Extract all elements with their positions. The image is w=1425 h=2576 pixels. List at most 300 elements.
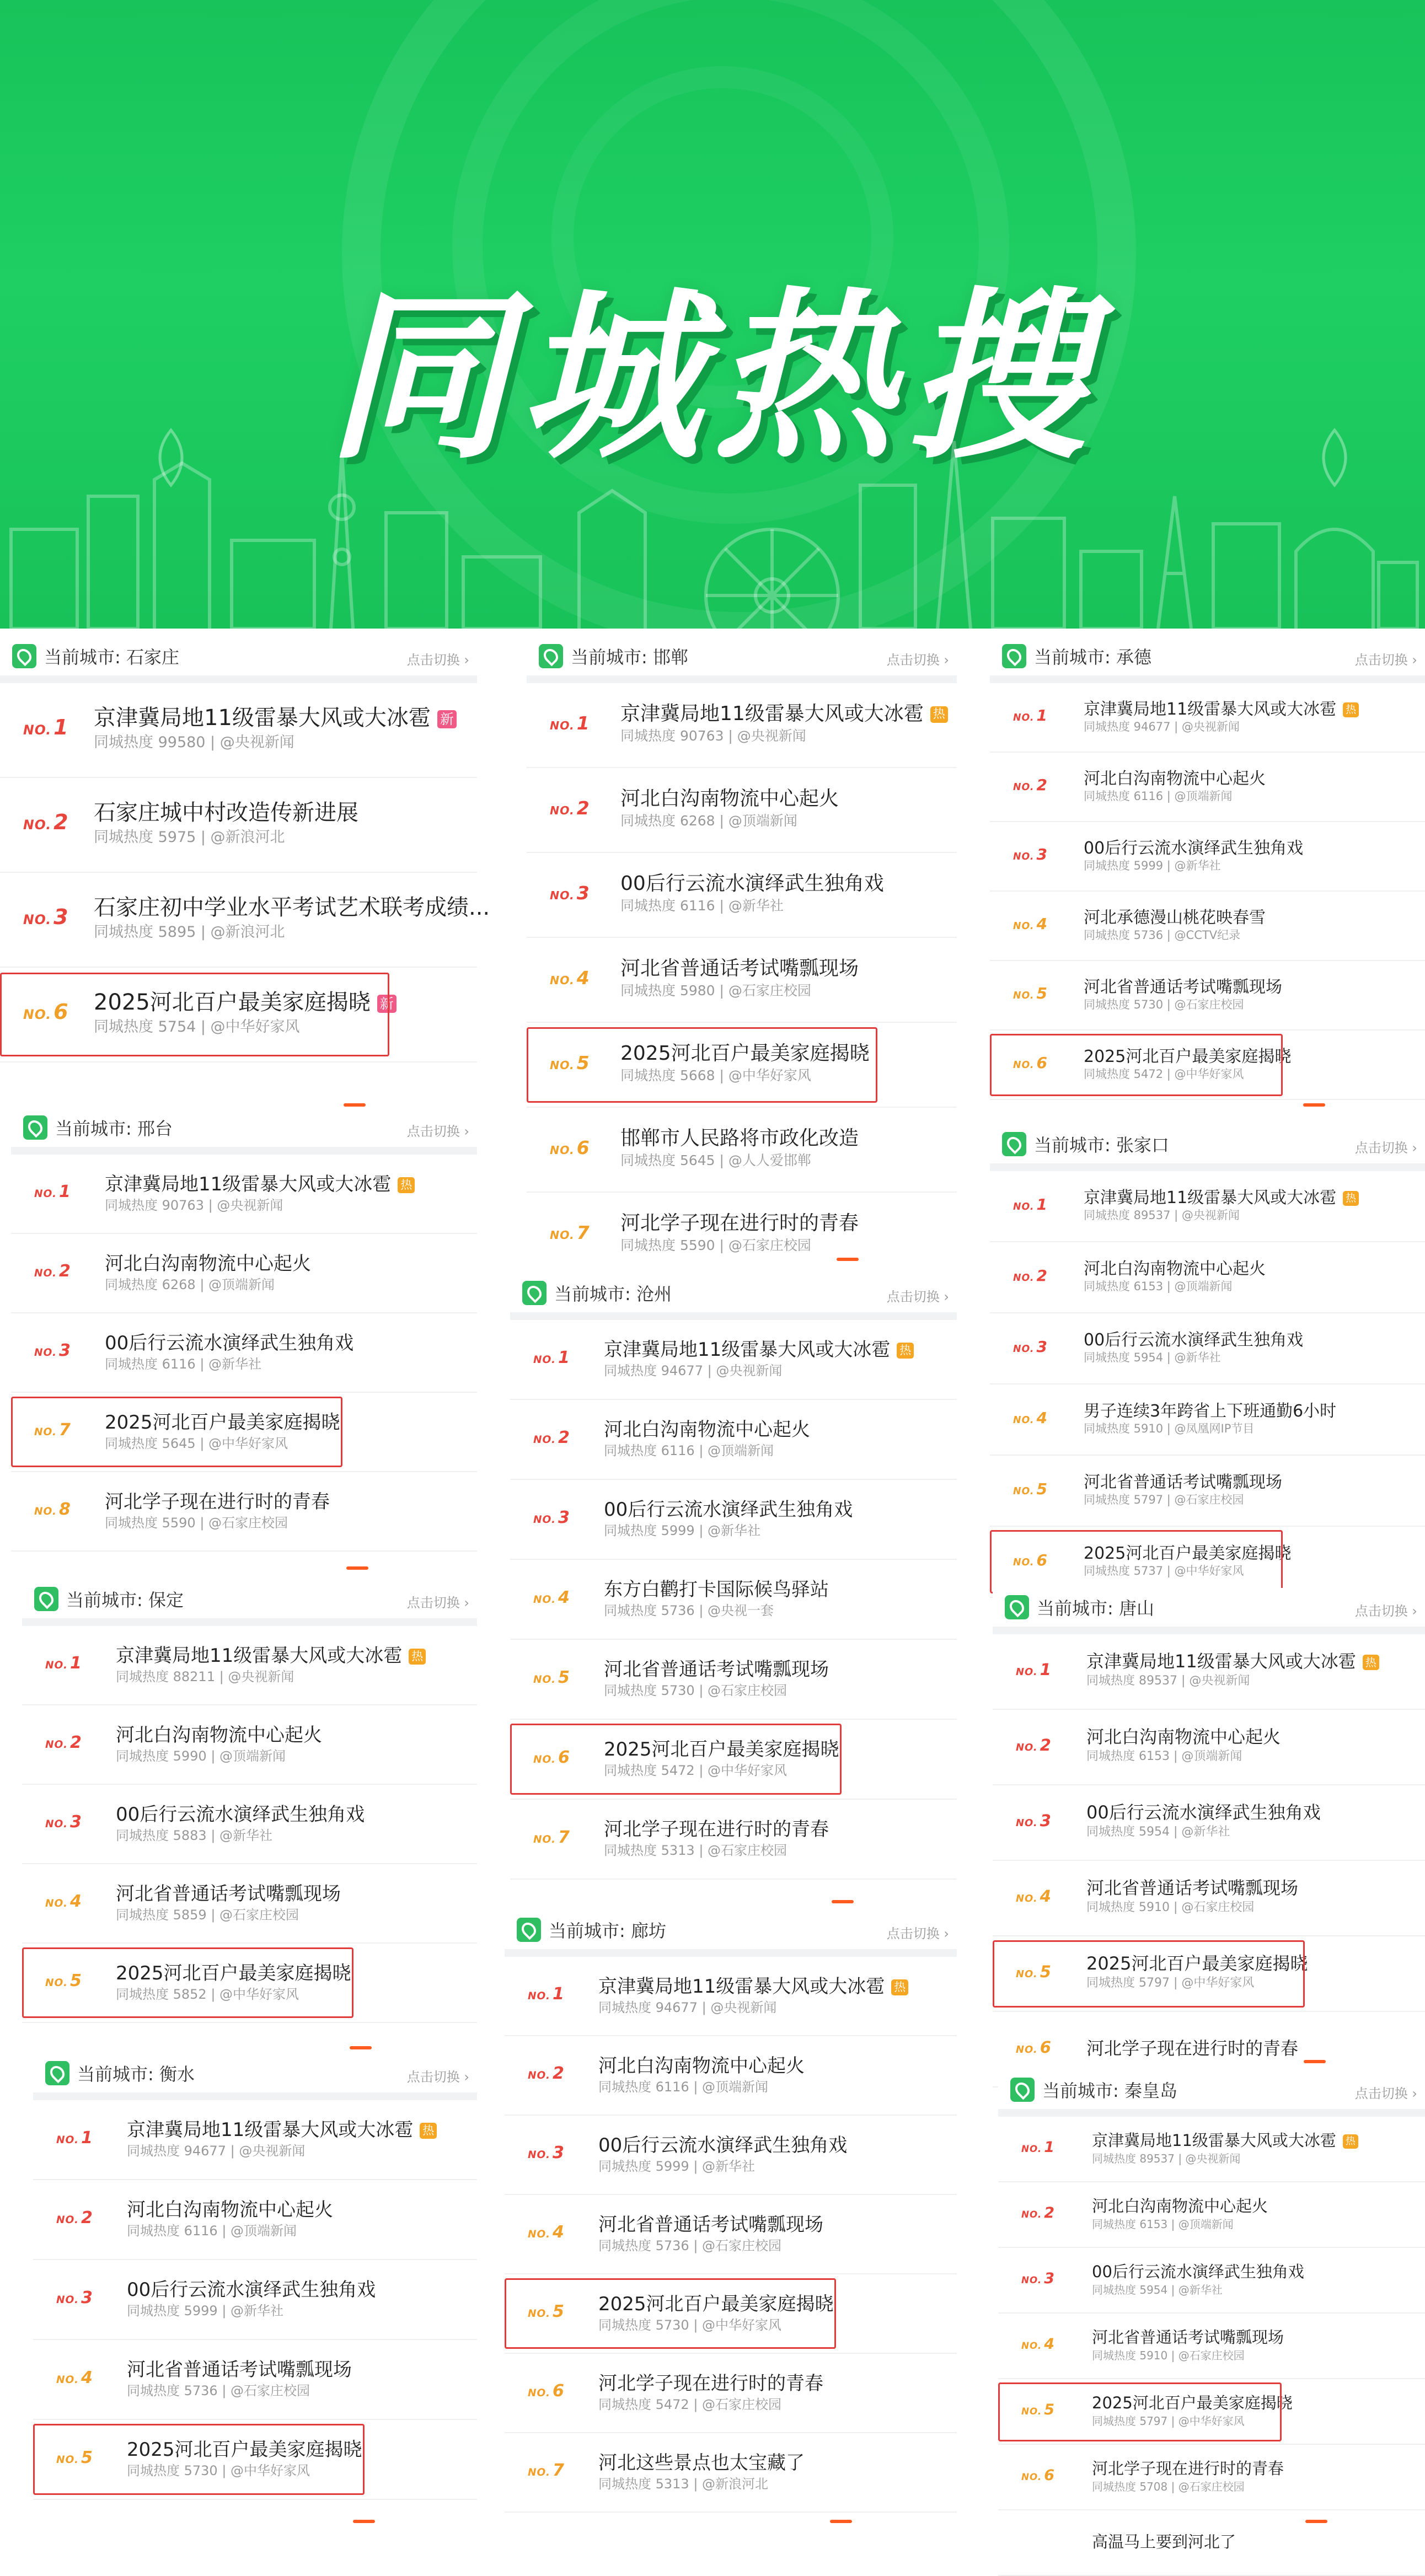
rank-number: NO. 4: [1013, 1409, 1048, 1427]
city-panel: [990, 637, 1425, 1111]
hot-search-item[interactable]: [510, 1800, 957, 1880]
hot-search-item[interactable]: [998, 2510, 1425, 2576]
rank-number: NO. 2: [533, 1428, 570, 1447]
rank-number: NO. 2: [1021, 2204, 1056, 2221]
hot-search-item[interactable]: [990, 822, 1425, 892]
city-panel: [11, 1108, 477, 1574]
hot-search-meta: 同城热度 5472 | @中华好家风: [604, 1763, 788, 1778]
hot-search-item[interactable]: [990, 753, 1425, 822]
hot-search-title[interactable]: 河北白沟南物流中心起火: [1092, 2197, 1268, 2215]
hot-search-title[interactable]: 00后行云流水演绎武生独角戏: [1084, 1330, 1304, 1350]
hot-search-meta: 同城热度 5852 | @中华好家风: [116, 1987, 299, 2002]
hot-search-meta: 同城热度 5708 | @石家庄校园: [1092, 2480, 1245, 2493]
city-panel: [22, 1580, 477, 2054]
hot-search-item[interactable]: [0, 968, 477, 1062]
panel-header: [22, 1580, 477, 1618]
hot-search-meta: 同城热度 88211 | @央视新闻: [116, 1669, 294, 1684]
hot-search-item[interactable]: [22, 1626, 477, 1705]
rank-number: NO. 2: [1016, 1736, 1052, 1754]
current-city-label: 当前城市: 承德: [1034, 647, 1151, 668]
location-pin-icon: [1010, 2078, 1035, 2102]
hot-search-item[interactable]: [998, 2314, 1425, 2379]
rank-number: NO. 6: [1016, 2038, 1052, 2057]
rank-number: NO. 5: [1013, 1480, 1048, 1498]
rank-number: NO. 5: [1013, 984, 1048, 1002]
rank-number: NO. 1: [45, 1654, 82, 1673]
hot-search-item[interactable]: [33, 2420, 477, 2500]
hot-search-title[interactable]: 00后行云流水演绎武生独角戏: [620, 872, 884, 895]
hot-search-title[interactable]: 河北省普通话考试嘴瓢现场: [604, 1659, 829, 1681]
hot-search-meta: 同城热度 5954 | @新华社: [1092, 2283, 1223, 2296]
switch-city-button[interactable]: 点击切换 ›: [1354, 652, 1417, 668]
rank-number: NO. 4: [533, 1588, 570, 1607]
hot-search-item[interactable]: [11, 1155, 477, 1234]
hot-search-title[interactable]: 河北省普通话考试嘴瓢现场: [1084, 1473, 1282, 1492]
rank-number: NO. 3: [1021, 2270, 1056, 2287]
hot-search-item[interactable]: [33, 2260, 477, 2340]
hot-search-meta: 同城热度 6153 | @顶端新闻: [1092, 2218, 1234, 2231]
hot-search-item[interactable]: [527, 683, 957, 768]
section-divider: [33, 2092, 477, 2100]
hot-search-title[interactable]: 2025河北百户最美家庭揭晓: [116, 1962, 351, 1984]
hot-search-title[interactable]: 河北白沟南物流中心起火: [127, 2199, 333, 2221]
hot-search-title[interactable]: 2025河北百户最美家庭揭晓: [598, 2293, 834, 2315]
location-pin-icon: [34, 1587, 58, 1611]
hot-search-title[interactable]: 2025河北百户最美家庭揭晓: [1086, 1953, 1308, 1974]
hot-search-item[interactable]: [998, 2248, 1425, 2314]
hot-search-title[interactable]: 京津冀局地11级雷暴大风或大冰雹 热: [127, 2115, 437, 2142]
hot-search-title[interactable]: 京津冀局地11级雷暴大风或大冰雹 热: [1084, 695, 1359, 720]
hot-search-title[interactable]: 东方白鹳打卡国际候鸟驿站: [604, 1579, 829, 1601]
rank-number: NO. 8: [34, 1500, 71, 1519]
hot-search-item[interactable]: [990, 1313, 1425, 1384]
rank-number: NO. 2: [550, 797, 590, 819]
hot-badge: 热: [420, 2123, 437, 2139]
hot-search-meta: 同城热度 5736 | @央视一套: [604, 1603, 774, 1618]
rank-number: NO. 4: [1021, 2336, 1056, 2353]
hot-search-meta: 同城热度 6116 | @顶端新闻: [127, 2223, 297, 2239]
hot-search-meta: 同城热度 5954 | @新华社: [1086, 1825, 1230, 1839]
hot-search-item[interactable]: [990, 892, 1425, 961]
hot-search-title[interactable]: 河北白沟南物流中心起火: [116, 1724, 322, 1746]
hot-badge: 热: [409, 1649, 426, 1665]
current-city-label: 当前城市: 廊坊: [549, 1920, 666, 1941]
hot-search-item[interactable]: [11, 1393, 477, 1472]
hot-search-item[interactable]: [0, 873, 490, 968]
panel-header: [998, 2070, 1425, 2109]
highlight-box: [990, 1034, 1283, 1096]
hot-search-item[interactable]: [527, 1193, 957, 1278]
hot-search-item[interactable]: [998, 2445, 1425, 2510]
rank-number: NO. 4: [56, 2368, 93, 2387]
hot-search-item[interactable]: [993, 1861, 1425, 1936]
switch-city-button[interactable]: 点击切换 ›: [886, 1289, 949, 1305]
rank-number: NO. 6: [23, 1000, 69, 1024]
hot-search-title[interactable]: 河北学子现在进行时的青春: [598, 2373, 823, 2395]
hot-search-meta: 同城热度 94677 | @央视新闻: [1084, 720, 1240, 733]
hot-search-title[interactable]: 京津冀局地11级雷暴大风或大冰雹 新: [94, 700, 457, 732]
hot-search-title[interactable]: 河北省普通话考试嘴瓢现场: [598, 2214, 823, 2236]
rank-number: NO. 2: [1013, 1266, 1048, 1285]
hot-search-title[interactable]: 2025河北百户最美家庭揭晓: [1084, 1544, 1292, 1563]
hot-search-item[interactable]: [527, 1108, 957, 1193]
hot-search-title[interactable]: 河北学子现在进行时的青春: [620, 1212, 859, 1235]
highlight-box: [33, 2424, 365, 2495]
hot-search-item[interactable]: [11, 1472, 477, 1552]
hot-badge: 热: [930, 706, 948, 723]
scroll-indicator: [344, 1103, 366, 1107]
switch-city-button[interactable]: 点击切换 ›: [1354, 1140, 1417, 1156]
switch-city-button[interactable]: 点击切换 ›: [1354, 2086, 1417, 2101]
switch-city-button[interactable]: 点击切换 ›: [1354, 1603, 1417, 1619]
section-divider: [510, 1312, 957, 1320]
rank-number: NO. 1: [23, 715, 69, 739]
switch-city-button[interactable]: 点击切换 ›: [886, 652, 949, 668]
hot-search-item[interactable]: [505, 2274, 957, 2354]
hot-search-meta: 同城热度 5999 | @新华社: [127, 2303, 284, 2319]
hot-search-title[interactable]: 00后行云流水演绎武生独角戏: [604, 1499, 853, 1521]
rank-number: NO. 1: [1021, 2139, 1056, 2156]
hot-search-title[interactable]: 00后行云流水演绎武生独角戏: [1092, 2262, 1304, 2281]
hot-search-item[interactable]: [998, 2117, 1425, 2182]
hot-search-item[interactable]: [993, 1936, 1425, 2012]
rank-number: NO. 5: [550, 1052, 590, 1074]
hot-search-meta: 同城热度 5754 | @中华好家风: [94, 1018, 300, 1035]
location-pin-icon: [23, 1115, 47, 1140]
current-city-label: 当前城市: 秦皇岛: [1042, 2080, 1177, 2101]
hot-search-meta: 同城热度 5730 | @石家庄校园: [604, 1683, 788, 1698]
hot-search-title[interactable]: 河北省普通话考试嘴瓢现场: [1084, 978, 1282, 997]
hot-search-meta: 同城热度 5472 | @石家庄校园: [598, 2397, 782, 2412]
current-city-label: 当前城市: 衡水: [77, 2064, 195, 2085]
highlight-box: [22, 1947, 353, 2018]
hot-search-item[interactable]: [505, 2116, 957, 2195]
hot-search-item[interactable]: [990, 1031, 1425, 1100]
scroll-indicator: [1304, 2060, 1326, 2063]
location-pin-icon: [522, 1281, 547, 1305]
hot-search-item[interactable]: [527, 1023, 957, 1108]
hot-search-meta: 同城热度 6268 | @顶端新闻: [620, 813, 797, 829]
hot-search-meta: 同城热度 6268 | @顶端新闻: [105, 1277, 275, 1292]
hot-search-title[interactable]: 00后行云流水演绎武生独角戏: [116, 1804, 365, 1826]
rank-number: NO. 6: [528, 2381, 565, 2401]
hot-search-meta: 同城热度 5980 | @石家庄校园: [620, 983, 811, 999]
hot-search-item[interactable]: [11, 1313, 477, 1393]
hot-search-item[interactable]: [527, 853, 957, 938]
hot-search-title[interactable]: 河北省普通话考试嘴瓢现场: [127, 2359, 352, 2381]
city-panel: [510, 1274, 957, 1908]
hot-search-title[interactable]: 河北学子现在进行时的青春: [604, 1818, 829, 1840]
hot-search-item[interactable]: [990, 1242, 1425, 1313]
rank-number: NO. 3: [1013, 845, 1048, 863]
hot-search-title[interactable]: 石家庄初中学业水平考试艺术联考成绩...: [94, 895, 490, 920]
hot-search-title[interactable]: 2025河北百户最美家庭揭晓: [1092, 2393, 1293, 2412]
current-city-label: 当前城市: 张家口: [1034, 1135, 1169, 1156]
rank-number: NO. 3: [56, 2288, 93, 2307]
rank-number: NO. 4: [528, 2223, 565, 2242]
hot-search-title[interactable]: 京津冀局地11级雷暴大风或大冰雹 热: [116, 1640, 426, 1667]
switch-city-button[interactable]: 点击切换 ›: [886, 1926, 949, 1941]
panel-header: [0, 637, 477, 675]
new-badge: 新: [437, 710, 457, 728]
hot-search-meta: 同城热度 90763 | @央视新闻: [620, 728, 806, 744]
hot-search-item[interactable]: [510, 1560, 957, 1640]
section-divider: [993, 1627, 1425, 1634]
panel-header: [505, 1910, 957, 1949]
rank-number: NO. 7: [528, 2461, 565, 2480]
rank-number: NO. 3: [23, 905, 69, 929]
hot-search-title[interactable]: 河北学子现在进行时的青春: [105, 1491, 330, 1513]
rank-number: NO. 3: [533, 1508, 570, 1527]
rank-number: NO. 6: [1021, 2467, 1056, 2484]
hot-search-meta: 同城热度 5859 | @石家庄校园: [116, 1907, 299, 1923]
switch-city-button[interactable]: 点击切换 ›: [406, 1124, 469, 1139]
hot-search-meta: 同城热度 5730 | @中华好家风: [127, 2463, 310, 2478]
banner-title: 同城热搜: [326, 272, 1099, 484]
hot-search-item[interactable]: [505, 2433, 957, 2513]
hot-search-meta: 同城热度 5730 | @中华好家风: [598, 2317, 782, 2333]
rank-number: NO. 1: [528, 1984, 565, 2004]
location-pin-icon: [1002, 1132, 1026, 1156]
switch-city-button[interactable]: 点击切换 ›: [406, 652, 469, 668]
hot-search-meta: 同城热度 5645 | @人人爱邯郸: [620, 1152, 811, 1168]
hot-search-meta: 同城热度 6116 | @顶端新闻: [598, 2079, 769, 2095]
rank-number: NO. 1: [1013, 706, 1048, 724]
hot-search-title[interactable]: 河北省普通话考试嘴瓢现场: [1086, 1877, 1299, 1898]
hot-search-meta: 同城热度 5954 | @新华社: [1084, 1351, 1221, 1364]
scroll-indicator: [830, 2520, 852, 2523]
hot-search-title[interactable]: 石家庄城中村改造传新进展: [94, 800, 358, 825]
hot-search-meta: 同城热度 6116 | @新华社: [620, 898, 784, 914]
hot-search-item[interactable]: [505, 2354, 957, 2433]
hot-search-meta: 同城热度 5668 | @中华好家风: [620, 1067, 811, 1083]
hot-search-meta: 同城热度 5975 | @新浪河北: [94, 829, 285, 846]
scroll-indicator: [832, 1900, 854, 1903]
scroll-indicator: [1305, 2520, 1327, 2523]
hot-search-item[interactable]: [990, 1384, 1425, 1456]
hot-search-item[interactable]: [510, 1480, 957, 1560]
hot-search-title[interactable]: 2025河北百户最美家庭揭晓: [1084, 1047, 1292, 1066]
switch-city-button[interactable]: 点击切换 ›: [406, 2069, 469, 2085]
city-panel: [33, 2054, 477, 2527]
rank-number: NO. 4: [1016, 1887, 1052, 1906]
rank-number: NO. 1: [34, 1182, 71, 1201]
section-divider: [527, 675, 957, 683]
hot-badge: 热: [398, 1177, 415, 1193]
hot-search-title[interactable]: 高温马上要到河北了: [1092, 2532, 1236, 2551]
city-panel: [993, 1588, 1425, 2068]
rank-number: NO. 7: [34, 1420, 71, 1440]
hot-search-item[interactable]: [505, 1957, 957, 2036]
hot-search-meta: 同城热度 5645 | @中华好家风: [105, 1436, 288, 1451]
highlight-box: [505, 2278, 836, 2349]
hot-search-meta: 同城热度 5736 | @CCTV纪录: [1084, 929, 1241, 942]
section-divider: [990, 1163, 1425, 1171]
rank-number: NO. 3: [45, 1812, 82, 1832]
hot-search-title[interactable]: 2025河北百户最美家庭揭晓: [127, 2439, 362, 2461]
hot-search-item[interactable]: [993, 1634, 1425, 1710]
hot-search-item[interactable]: [510, 1720, 957, 1800]
panel-header: [510, 1274, 957, 1312]
panel-header: [990, 637, 1425, 675]
location-pin-icon: [12, 644, 36, 668]
hot-search-title[interactable]: 河北白沟南物流中心起火: [1084, 769, 1266, 788]
hot-search-meta: 同城热度 6116 | @新华社: [105, 1356, 262, 1372]
hot-search-title[interactable]: 京津冀局地11级雷暴大风或大冰雹 热: [620, 698, 948, 726]
hot-search-title[interactable]: 2025河北百户最美家庭揭晓: [620, 1042, 870, 1065]
hot-search-item[interactable]: [510, 1400, 957, 1480]
hot-search-title[interactable]: 河北白沟南物流中心起火: [105, 1253, 311, 1275]
hot-search-title[interactable]: 河北白沟南物流中心起火: [1086, 1726, 1281, 1747]
rank-number: NO. 5: [528, 2302, 565, 2321]
hot-search-meta: 同城热度 5999 | @新华社: [604, 1523, 761, 1538]
hot-search-title[interactable]: 河北白沟南物流中心起火: [620, 787, 839, 810]
hot-search-title[interactable]: 00后行云流水演绎武生独角戏: [105, 1332, 354, 1354]
hot-search-title[interactable]: 京津冀局地11级雷暴大风或大冰雹 热: [105, 1169, 415, 1196]
rank-number: NO. 3: [34, 1341, 71, 1360]
rank-number: NO. 6: [1013, 1054, 1048, 1072]
hot-search-item[interactable]: [993, 1785, 1425, 1861]
current-city-label: 当前城市: 唐山: [1037, 1598, 1154, 1619]
hot-search-title[interactable]: 京津冀局地11级雷暴大风或大冰雹 热: [598, 1971, 908, 1998]
highlight-box: [11, 1397, 342, 1467]
hot-search-item[interactable]: [0, 778, 477, 873]
rank-number: NO. 3: [528, 2143, 565, 2162]
hot-search-meta: 同城热度 5730 | @石家庄校园: [1084, 998, 1244, 1011]
location-pin-icon: [539, 644, 563, 668]
city-panel: [998, 2070, 1425, 2551]
hot-search-meta: 同城热度 5910 | @石家庄校园: [1086, 1901, 1255, 1914]
hot-search-item[interactable]: [33, 2100, 477, 2180]
hot-search-item[interactable]: [22, 1705, 477, 1785]
hot-badge: 热: [1343, 1191, 1359, 1206]
highlight-box: [998, 2382, 1282, 2441]
city-panel: [527, 637, 957, 1265]
hot-search-title[interactable]: 00后行云流水演绎武生独角戏: [1084, 839, 1304, 858]
panel-header: [990, 1125, 1425, 1163]
location-pin-icon: [1005, 1595, 1029, 1619]
hot-search-title[interactable]: 河北学子现在进行时的青春: [1086, 2038, 1299, 2059]
rank-number: NO. 2: [34, 1262, 71, 1281]
hot-search-title[interactable]: 京津冀局地11级雷暴大风或大冰雹 热: [1086, 1647, 1379, 1673]
hot-search-title[interactable]: 河北省普通话考试嘴瓢现场: [620, 957, 859, 980]
hot-search-item[interactable]: [505, 2036, 957, 2116]
rank-number: NO. 2: [528, 2064, 565, 2083]
hot-search-meta: 同城热度 5910 | @凤凰网IP节目: [1084, 1422, 1255, 1435]
hot-search-meta: 同城热度 5737 | @中华好家风: [1084, 1564, 1244, 1577]
hot-search-meta: 同城热度 99580 | @央视新闻: [94, 734, 294, 751]
hot-badge: 热: [1343, 2134, 1358, 2149]
hot-search-meta: 同城热度 89537 | @央视新闻: [1092, 2152, 1241, 2165]
rank-number: NO. 1: [533, 1348, 570, 1367]
city-skyline-illustration: [0, 430, 1425, 629]
hot-search-item[interactable]: [510, 1320, 957, 1400]
hot-search-title[interactable]: 京津冀局地11级雷暴大风或大冰雹 热: [1092, 2128, 1358, 2151]
hot-search-item[interactable]: [505, 2195, 957, 2274]
hot-search-item[interactable]: [33, 2340, 477, 2420]
rank-number: NO. 5: [1016, 1962, 1052, 1981]
hot-search-item[interactable]: [510, 1640, 957, 1720]
hot-search-item[interactable]: [0, 683, 477, 778]
rank-number: NO. 4: [45, 1892, 82, 1911]
rank-number: NO. 3: [1016, 1811, 1052, 1830]
rank-number: NO. 2: [56, 2208, 93, 2228]
hot-search-title[interactable]: 2025河北百户最美家庭揭晓 新: [94, 985, 397, 1016]
location-pin-icon: [517, 1918, 541, 1942]
hot-search-item[interactable]: [22, 1785, 477, 1864]
hot-search-item[interactable]: [33, 2180, 477, 2260]
hot-search-item[interactable]: [527, 938, 957, 1023]
hot-search-title[interactable]: 河北省普通话考试嘴瓢现场: [116, 1883, 341, 1905]
hot-search-title[interactable]: 河北白沟南物流中心起火: [1084, 1259, 1266, 1279]
hot-search-meta: 同城热度 5797 | @石家庄校园: [1084, 1493, 1244, 1506]
rank-number: NO. 5: [56, 2448, 93, 2467]
hot-search-title[interactable]: 河北这些景点也太宝藏了: [598, 2452, 805, 2474]
hot-search-title[interactable]: 河北省普通话考试嘴瓢现场: [1092, 2328, 1284, 2347]
hot-search-title[interactable]: 2025河北百户最美家庭揭晓: [604, 1738, 839, 1761]
hot-search-meta: 同城热度 5736 | @石家庄校园: [127, 2383, 310, 2398]
section-divider: [998, 2109, 1425, 2117]
hot-search-item[interactable]: [998, 2379, 1425, 2445]
hot-search-title[interactable]: 京津冀局地11级雷暴大风或大冰雹 热: [1084, 1184, 1359, 1208]
hot-search-item[interactable]: [990, 1171, 1425, 1242]
rank-number: NO. 3: [1013, 1338, 1048, 1356]
rank-number: NO. 1: [1013, 1195, 1048, 1214]
rank-number: NO. 4: [1013, 915, 1048, 933]
hot-search-item[interactable]: [990, 1456, 1425, 1527]
city-panel: [505, 1910, 957, 2527]
rank-number: NO. 4: [550, 967, 590, 989]
section-divider: [0, 675, 477, 683]
panel-header: [11, 1108, 477, 1147]
hot-search-title[interactable]: 2025河北百户最美家庭揭晓: [105, 1412, 340, 1434]
hot-search-title[interactable]: 00后行云流水演绎武生独角戏: [1086, 1802, 1321, 1823]
hot-search-item[interactable]: [11, 1234, 477, 1313]
hot-search-item[interactable]: [998, 2182, 1425, 2248]
hot-search-title[interactable]: 男子连续3年跨省上下班通勤6小时: [1084, 1402, 1337, 1421]
hot-search-item[interactable]: [990, 683, 1425, 753]
hot-search-title[interactable]: 河北承德漫山桃花映春雪: [1084, 908, 1266, 927]
hot-search-title[interactable]: 河北白沟南物流中心起火: [604, 1419, 810, 1441]
hot-search-title[interactable]: 京津冀局地11级雷暴大风或大冰雹 热: [604, 1334, 914, 1361]
rank-number: NO. 1: [550, 712, 590, 734]
hot-search-meta: 同城热度 5590 | @石家庄校园: [620, 1237, 811, 1253]
location-pin-icon: [1002, 644, 1026, 668]
hot-search-item[interactable]: [22, 1944, 477, 2023]
hot-search-title[interactable]: 邯郸市人民路将市政化改造: [620, 1127, 859, 1150]
current-city-label: 当前城市: 邯郸: [571, 647, 688, 668]
hot-search-item[interactable]: [990, 1527, 1425, 1598]
hot-search-item[interactable]: [990, 961, 1425, 1031]
rank-number: NO. 5: [533, 1668, 570, 1687]
hot-search-item[interactable]: [527, 768, 957, 853]
hot-search-item[interactable]: [993, 1710, 1425, 1785]
current-city-label: 当前城市: 石家庄: [44, 647, 179, 668]
rank-number: NO. 7: [533, 1828, 570, 1847]
hot-search-title[interactable]: 河北学子现在进行时的青春: [1092, 2459, 1284, 2478]
hot-search-title[interactable]: 00后行云流水演绎武生独角戏: [598, 2134, 848, 2156]
hot-search-item[interactable]: [22, 1864, 477, 1944]
hot-search-title[interactable]: 河北白沟南物流中心起火: [598, 2055, 805, 2077]
hot-badge: 热: [897, 1343, 914, 1359]
panel-header: [527, 637, 957, 675]
hot-search-meta: 同城热度 5999 | @新华社: [1084, 859, 1221, 872]
switch-city-button[interactable]: 点击切换 ›: [406, 1595, 469, 1611]
scroll-indicator: [1303, 1103, 1325, 1107]
hot-search-title[interactable]: 00后行云流水演绎武生独角戏: [127, 2279, 376, 2301]
new-badge: 新: [377, 995, 397, 1013]
highlight-box: [993, 1940, 1305, 2008]
